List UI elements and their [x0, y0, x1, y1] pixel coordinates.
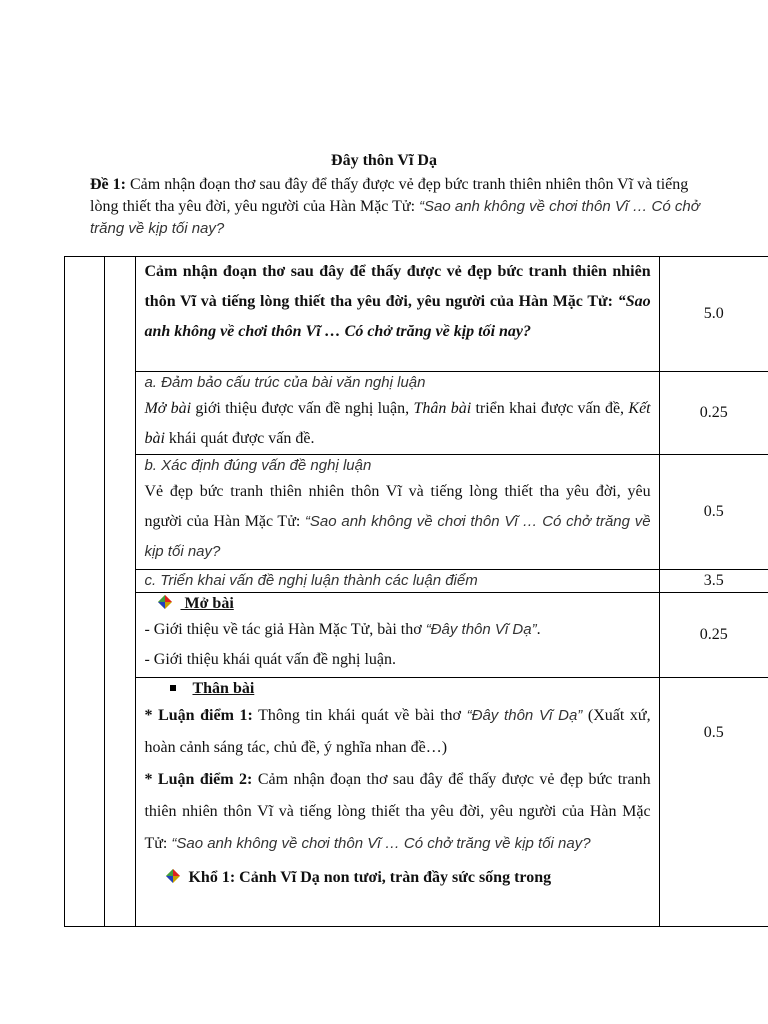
luan-diem-2-quote: “Sao anh không về chơi thôn Vĩ … Có chở trăng về kịp tối nay? — [171, 835, 591, 852]
intro-text: Cảm nhận đoạn thơ sau đây để thấy được vẻ đẹp bức tranh thiên nhiên thôn Vĩ và tiếng lòng thiết tha yêu đời, yêu người của Hàn Mặc Tử: — [90, 176, 689, 215]
row-5-heading-line — [144, 593, 650, 615]
row-6-luan-diem-2 — [144, 764, 650, 860]
luan-diem-1-label: * Luận điểm 1: — [144, 707, 253, 724]
row-2-content — [136, 372, 659, 455]
row-5-score: 0.25 — [659, 593, 768, 678]
row-1-quote: “Sao anh không về chơi thôn Vĩ … Có chở trăng về kịp tối nay? — [144, 293, 651, 340]
luan-diem-1-quote: “Đây thôn Vĩ Dạ” — [466, 707, 583, 724]
column-2-cell — [105, 257, 136, 927]
row-6-content — [136, 678, 659, 927]
square-bullet-icon — [170, 685, 176, 691]
row-5-heading: Mở bài — [180, 595, 234, 612]
row-6-kho-1 — [144, 862, 650, 894]
row-1-content — [136, 257, 659, 372]
row-6-luan-diem-1 — [144, 700, 650, 764]
table-row — [65, 678, 768, 927]
grading-table — [64, 256, 768, 927]
row-2-ket-bai: Kết bài — [144, 400, 651, 447]
row-6-heading: Thân bài — [192, 680, 255, 697]
intro-quote: “Sao anh không về chơi thôn Vĩ … Có chở trăng về kịp tối nay? — [90, 198, 700, 237]
row-6-score: 0.5 — [659, 678, 768, 927]
row-2-text-b: triển khai được vấn đề, — [471, 400, 629, 417]
row-3-heading: b. Xác định đúng vấn đề nghị luận — [144, 457, 372, 474]
kho-1-text: Khổ 1: Cảnh Vĩ Dạ non tươi, tràn đầy sức sống trong — [188, 869, 552, 886]
row-2-mo-bai: Mở bài — [144, 400, 192, 417]
table-row — [65, 372, 768, 455]
row-4-content — [136, 570, 659, 593]
column-1-cell — [65, 257, 105, 927]
row-3-text: Vẻ đẹp bức tranh thiên nhiên thôn Vĩ và tiếng lòng thiết tha yêu đời, yêu người của Hàn Mặc Tử: — [144, 483, 651, 530]
row-2-text-c: khái quát được vấn đề. — [164, 430, 315, 447]
intro-lead: Đề 1: — [90, 176, 126, 193]
row-1-score: 5.0 — [659, 257, 768, 372]
table-row — [65, 455, 768, 570]
document-title: Đây thôn Vĩ Dạ — [331, 152, 437, 169]
luan-diem-1-text: Thông tin khái quát về bài thơ — [252, 707, 467, 724]
row-5-line-1-quote: “Đây thôn Vĩ Dạ” — [425, 621, 537, 638]
row-4-heading: c. Triển khai vấn đề nghị luận thành các luận điểm — [144, 572, 478, 589]
table-row — [65, 593, 768, 678]
row-5-content — [136, 593, 659, 678]
row-6-heading-line — [144, 678, 650, 700]
row-2-score: 0.25 — [659, 372, 768, 455]
row-3-quote: “Sao anh không về chơi thôn Vĩ … Có chở trăng về kịp tối nay? — [144, 513, 651, 560]
diamond-bullet-icon — [166, 869, 180, 883]
row-5-line-1 — [144, 615, 650, 645]
row-3-content — [136, 455, 659, 570]
luan-diem-1-text-2: (Xuất xứ, hoàn cảnh sáng tác, chủ đề, ý nghĩa nhan đề…) — [144, 707, 651, 756]
row-5-line-1-text: - Giới thiệu về tác giả Hàn Mặc Tử, bài thơ — [144, 621, 426, 638]
diamond-bullet-icon — [158, 595, 172, 609]
row-5-line-1-end: . — [536, 621, 541, 638]
row-3-score: 0.5 — [659, 455, 768, 570]
luan-diem-2-label: * Luận điểm 2: — [144, 771, 253, 788]
row-2-than-bai: Thân bài — [413, 400, 472, 417]
luan-diem-2-text: Cảm nhận đoạn thơ sau đây để thấy được vẻ đẹp bức tranh thiên nhiên thôn Vĩ và tiếng lòng thiết tha yêu đời, yêu người của Hàn Mặc Tử: — [144, 771, 651, 852]
table-row — [65, 257, 768, 372]
row-5-line-2: - Giới thiệu khái quát vấn đề nghị luận. — [144, 651, 396, 668]
row-2-text-a: giới thiệu được vấn đề nghị luận, — [191, 400, 414, 417]
intro-paragraph — [90, 174, 710, 240]
row-2-heading: a. Đảm bảo cấu trúc của bài văn nghị luận — [144, 374, 426, 391]
row-4-score: 3.5 — [659, 570, 768, 593]
row-1-text: Cảm nhận đoạn thơ sau đây để thấy được vẻ đẹp bức tranh thiên nhiên thôn Vĩ và tiếng lòng thiết tha yêu đời, yêu người của Hàn Mặc Tử: — [144, 263, 651, 310]
table-row — [65, 570, 768, 593]
